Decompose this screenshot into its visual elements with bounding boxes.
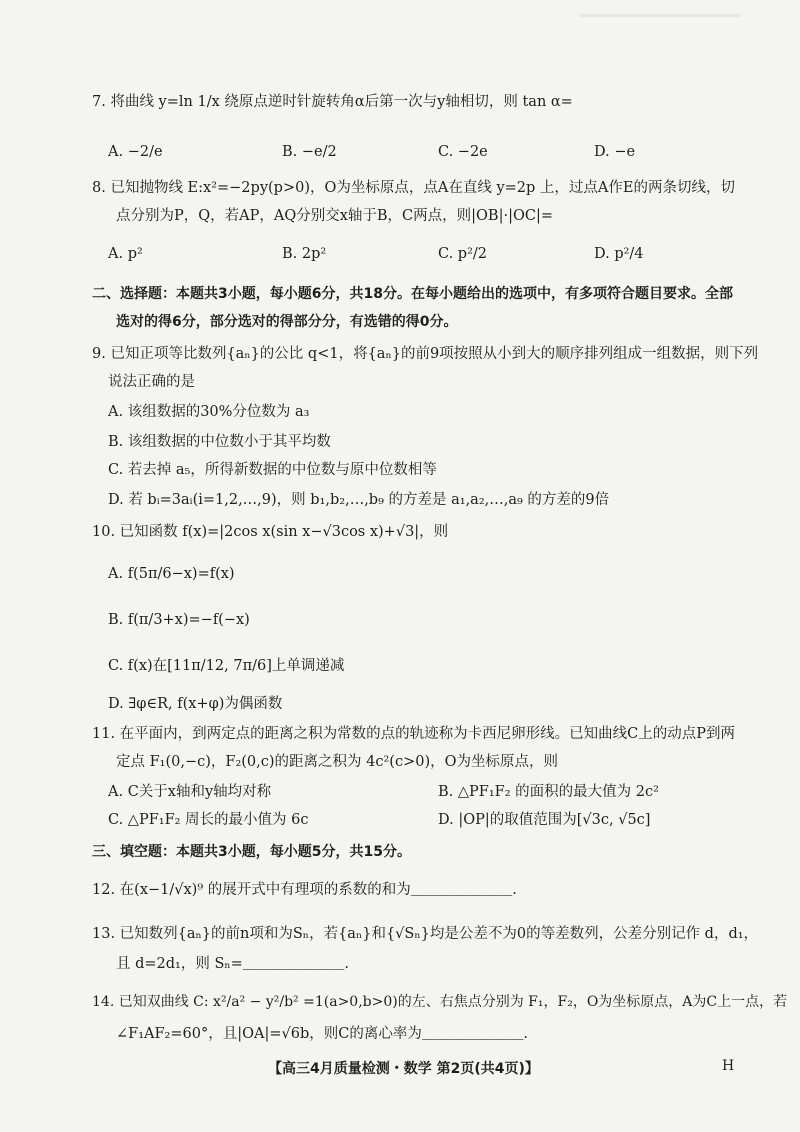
q10-option-c: C. f(x)在[11π/12, 7π/6]上单调递减 — [108, 658, 345, 674]
q9-option-b: B. 该组数据的中位数小于其平均数 — [108, 434, 331, 450]
section-2-header-line2: 选对的得6分，部分选对的得部分分，有选错的得0分。 — [116, 314, 458, 330]
question-14-line2: ∠F₁AF₂=60°，且|OA|=√6b，则C的离心率为＿＿＿＿＿＿＿. — [116, 1026, 528, 1042]
q9-option-a: A. 该组数据的30%分位数为 a₃ — [108, 404, 310, 420]
page-footer: 【高三4月质量检测・数学 第2页(共4页)】 — [268, 1061, 539, 1077]
question-9-line2: 说法正确的是 — [108, 374, 195, 390]
q11-option-d: D. |OP|的取值范围为[√3c, √5c] — [438, 812, 651, 828]
question-8-line1: 8. 已知抛物线 E:x²=−2py(p>0)，O为坐标原点，点A在直线 y=2p 上，过点A作E的两条切线，切 — [92, 180, 735, 196]
question-11-line1: 11. 在平面内，到两定点的距离之积为常数的点的轨迹称为卡西尼卵形线。已知曲线C上的动点P到两 — [92, 726, 736, 742]
q9-option-d: D. 若 bᵢ=3aᵢ(i=1,2,…,9)，则 b₁,b₂,…,b₉ 的方差是 a₁,a₂,…,a₉ 的方差的9倍 — [108, 492, 610, 508]
paper-code: H — [722, 1058, 735, 1074]
q7-option-b: B. −e/2 — [282, 144, 337, 160]
q10-option-a: A. f(5π/6−x)=f(x) — [108, 566, 235, 582]
question-8-line2: 点分别为P，Q，若AP，AQ分别交x轴于B，C两点，则|OB|·|OC|= — [116, 208, 553, 224]
question-11-line2: 定点 F₁(0,−c)，F₂(0,c)的距离之积为 4c²(c>0)，O为坐标原点，则 — [116, 754, 559, 770]
q11-option-c: C. △PF₁F₂ 周长的最小值为 6c — [108, 812, 309, 828]
question-13-line1: 13. 已知数列{aₙ}的前n项和为Sₙ，若{aₙ}和{√Sₙ}均是公差不为0的等差数列，公差分别记作 d，d₁， — [92, 926, 759, 942]
q10-option-d: D. ∃φ∈R, f(x+φ)为偶函数 — [108, 696, 283, 712]
question-12: 12. 在(x−1/√x)⁹ 的展开式中有理项的系数的和为＿＿＿＿＿＿＿. — [92, 882, 517, 898]
q7-option-a: A. −2/e — [108, 144, 163, 160]
q7-option-d: D. −e — [594, 144, 636, 160]
question-7-stem: 7. 将曲线 y=ln 1/x 绕原点逆时针旋转角α后第一次与y轴相切，则 tan α= — [92, 94, 573, 110]
q8-option-d: D. p²/4 — [594, 246, 644, 262]
q8-option-a: A. p² — [108, 246, 143, 262]
section-2-header-line1: 二、选择题：本题共3小题，每小题6分，共18分。在每小题给出的选项中，有多项符合题目要求。全部 — [92, 286, 733, 302]
question-13-line2: 且 d=2d₁，则 Sₙ=＿＿＿＿＿＿＿. — [116, 956, 349, 972]
q7-option-c: C. −2e — [438, 144, 488, 160]
scan-mark — [580, 14, 740, 17]
q8-option-c: C. p²/2 — [438, 246, 488, 262]
section-3-header: 三、填空题：本题共3小题，每小题5分，共15分。 — [92, 844, 411, 860]
question-9-line1: 9. 已知正项等比数列{aₙ}的公比 q<1，将{aₙ}的前9项按照从小到大的顺序排列组成一组数据，则下列 — [92, 346, 759, 362]
question-10-stem: 10. 已知函数 f(x)=|2cos x(sin x−√3cos x)+√3|，则 — [92, 524, 449, 540]
q8-option-b: B. 2p² — [282, 246, 327, 262]
q11-option-a: A. C关于x轴和y轴均对称 — [108, 784, 272, 800]
q9-option-c: C. 若去掉 a₅，所得新数据的中位数与原中位数相等 — [108, 462, 437, 478]
question-14-line1: 14. 已知双曲线 C: x²/a² − y²/b² =1(a>0,b>0)的左、右焦点分别为 F₁，F₂，O为坐标原点，A为C上一点，若 — [92, 994, 788, 1010]
q11-option-b: B. △PF₁F₂ 的面积的最大值为 2c² — [438, 784, 659, 800]
q10-option-b: B. f(π/3+x)=−f(−x) — [108, 612, 250, 628]
